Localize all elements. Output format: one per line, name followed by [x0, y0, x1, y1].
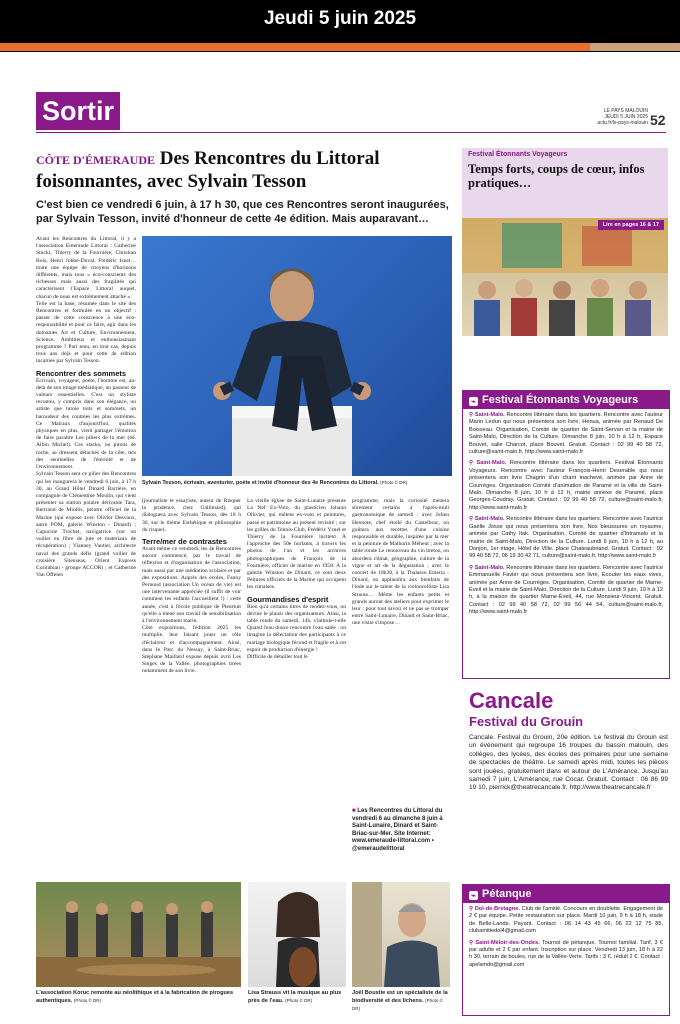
paragraph: programme, mais la curiosité mènera sûrement certains à l'après-midi gastronomique de samedi : avec Julien Hennote, chef étoilé du Castelbrac, on goûtera aux recettes d'une cuisine responsable et durable, inspirée par la mer et la peinture de Mathurin Méheut ; avec la table ronde Le renouveau du vin breton, on abordera climat, géographie, culture de la vigne et art de la dégustation ; avec le concert de 18h30, à la Thalasso Emeria - Dinard, on applaudira aux bienfaits de l'iode sur le talent de la violoncelliste Lisa Strauss… Même les enfants petits et grands auront des ateliers pour exprimer le leur : pour tout savoir et ne pas se tromper entre Saint-Lunaire, Dinard et Saint-Briac, une visite s'impose… [352, 498, 449, 627]
ev-listings [463, 409, 669, 617]
article-column-1 [36, 236, 136, 579]
sidebar-promo [462, 148, 668, 336]
listing-place: Saint-Malo. [474, 516, 505, 523]
ev-box-header [463, 391, 669, 409]
bottom-photo-1-caption [36, 990, 241, 1005]
paragraph: Avant les Rencontres du Littoral, il y a l'association Emeraude Littoral : Catherine Stucki, Thierry de la Fournière, Christian Bois, Henri Jobbé-Duval, Frédéric Isnel… toute une équipe de citoyens d'horizons différents, mais tous « éco-conscients des richesses mais aussi des fragilités qui caractérisent l'Espace Littoral auquel, chacun de nous est extrêmement attaché ». [36, 236, 136, 300]
caption-credit: (Photo © DR) [380, 480, 408, 485]
listing-item [469, 565, 663, 617]
promo-photo [462, 218, 668, 336]
paper-info [596, 108, 648, 126]
caption-text: Joël Boustie est un spécialiste de la biodiversité et des lichens. [352, 990, 448, 1004]
listing-text: Rencontre littéraire dans les quartiers. Rencontre avec l'auteur Marin Ledun qui nous présentera son livre, Henua, animée par Renaud De Boisseau. Organisation, Comité de quartier de Saint-Servan et la mairie de Saint-Malo, Direction de la Culture. Dimanche 8 juin, 10 h à 12 h, Espace Bouvet, salle Charcot, place Bouvet. Gratuit. Contact : 02 99 40 58 72, culture@saint-malo.fr, http://www.saint-malo.fr [469, 412, 663, 456]
page-number: 52 [650, 112, 666, 128]
article-chapo: C'est bien ce vendredi 6 juin, à 17 h 30, que ces Rencontres seront inaugurées, par Sylvain Tesson, invité d'honneur de cette 4e édition. Mais auparavant… [36, 199, 449, 225]
paper-url: actu.fr/le-pays-malouin [597, 120, 648, 126]
caption-credit: (Photo © DR) [352, 998, 443, 1011]
bottom-photo-2 [248, 882, 346, 987]
rss-icon: ⌁ [469, 891, 478, 900]
listing-place: Saint-Méloir-des-Ondes. [475, 939, 540, 946]
petanque-listings [463, 903, 669, 969]
promo-kicker: Festival Étonnants Voyageurs [468, 151, 568, 158]
promo-title: Temps forts, coups de cœur, infos pratiques… [468, 162, 645, 190]
photo-illustration-icon [142, 236, 452, 476]
petanque-box-title: Pétanque [482, 888, 532, 900]
paragraph: Difficile de détailler tout le [247, 654, 308, 661]
audience-photo-icon [462, 218, 668, 336]
listing-item [469, 940, 663, 970]
section-title: Sortir [36, 92, 120, 130]
bottom-photo-3 [352, 882, 450, 987]
ev-listings-box [462, 390, 670, 679]
listing-item [469, 516, 663, 560]
caption-credit: (Photo © DR) [285, 998, 313, 1003]
paragraph: Rien qu'à certains titres de rendez-vous, on devine le plaisir des organisateurs. Ainsi, la table ronde du samedi, 14h, s'intitule-t-elle Quand l'eau douce rencontre l'eau salée : on imagine la délectation des participants à ce mariage biologique fécond et fragile et à cet espoir de production d'énergie ! [247, 603, 346, 653]
cancale-title: Cancale [469, 688, 554, 713]
article-title: Des Rencontres du Littoral foisonnantes, avec Sylvain Tesson [36, 148, 380, 192]
listing-text: Tournoi de pétanque. Tournoi familial. Tarif, 3 € par adulte et 2 € par enfant. Inscription sur place. Vendredi 13 juin, 18 h à 22 h 30, terrain de boules, rue de la Vallée-Verte. Tarifs : 3 €, réduit 2 €. Contact : apelsmdo@gmail.com [469, 939, 664, 968]
listing-item [469, 412, 663, 456]
bottom-photo-2-caption [248, 990, 346, 1005]
ev-box-title: Festival Étonnants Voyageurs [482, 394, 639, 406]
article-headline [36, 148, 451, 192]
listing-place: Saint-Malo. [476, 460, 507, 467]
rss-icon: ⌁ [469, 397, 478, 406]
listing-item [469, 460, 663, 512]
cancale-subtitle: Festival du Grouin [469, 714, 584, 729]
promo-header [462, 148, 668, 218]
info-box-text: Les Rencontres du Littoral du vendredi 6 au dimanche 8 juin à Saint-Lunaire, Dinard et Saint-Briac-sur-Mer. Site Internet: www.emeraude-littoral.com • @emeraudelittoral [352, 808, 443, 852]
paper-name: LE PAYS MALOUIN [603, 108, 648, 114]
main-photo [142, 236, 452, 476]
map-pin-icon: ⚲ [469, 516, 475, 523]
cellist-photo-icon [248, 882, 346, 987]
listing-item [469, 906, 663, 936]
listing-text: Rencontre littéraire dans les quartiers. Rencontre avec l'autrice Emmanuelle Favier qui nous présentera son livre, Écouter les eaux vives, animée par Anne de Courrèges. Organisation, Comité de quartier de Marne-Éveil et la mairie de Saint-Malo, Direction de la Culture. Lundi 9 juin, 10 h à 12 h, à la maison de quartier Marne-Éveil, 44, rue Monsieur-Vincent. Gratuit. Contact : 02 99 40 58 72, 02 99 56 44 54, culture@saint-malo.fr, http://www.saint-malo.fr [469, 564, 664, 616]
bottom-photo-1 [36, 882, 241, 987]
subheading: Gourmandises d'esprit [247, 594, 329, 604]
section-rule [36, 132, 666, 133]
map-pin-icon: ⚲ [469, 412, 475, 418]
paragraph: Écrivain, voyageur, poète, l'homme est, au-delà de son image médiatique, un passeur de valeurs essentielles. C'est un styliste reconnu, y compris dans son élégance, un artiste que tutoie toits et sommets, un baroudeur des contrées les plus extrêmes. Ce Malraux d'aujourd'hui, qualités physiques en plus, vient partager l'émotion de faire paraître Les piliers de la mer (éd. Albin Michel). Ces stacks, ou pitons de roche, se dressent détachés de la côte, tels des sentinelles de l'éternité et de l'environnement. [36, 377, 136, 471]
info-box: ■ Les Rencontres du Littoral du vendredi 6 au dimanche 8 juin à Saint-Lunaire, Dinard et Saint-Briac-sur-Mer. Site Internet: www.emeraude-littoral.com • @emeraudelittoral [352, 808, 443, 852]
caption-text: Lisa Strauss vit la musique au plus près de l'eau. [248, 990, 342, 1004]
header-date: Jeudi 5 juin 2025 [263, 8, 417, 29]
listing-text: Rencontre littéraire dans les quartiers. Rencontre avec l'autrice Gaëlle Josse qui nous présentera son livre, Nos bleussures un royaume, animée par Cathy Itak. Organisation, Comité de quartier d'Intramalo et la mairie de Saint-Malo, Direction de la Culture. Lundi 9 juin, 10 h à 12 h, au Donjon, 1er étage, Hôtel de Ville, place Chateaubriand. Gratuit. Contact : 02 99 40 58 72, 06 19 30 42 71, culture@saint-malo.fr, http://www.saint-malo.fr [469, 516, 664, 560]
paragraph: Telle est la base, résumée dans le site des Rencontres et formulée en un objectif : passer de cette conscience à une éco-responsabilité et pour ce faire, agir dans les domaines Art et Culture, Environnement, Science. Ambitieux et enthousiasmant programme ? Pari tenu, en tout cas, depuis trois ans déjà et pour cette 4e édition incarnée par Sylvain Tesson. [36, 300, 136, 365]
status-bar [0, 0, 680, 52]
reading-progress-bar [0, 43, 590, 51]
paragraph: Sylvain Tesson sera ce pilier des Rencontres qui les inaugurera le vendredi 6 juin, à 17 h 30, au Grand Hôtel Dinard Barrière, en compagnie de Clémentine Moulin, qui vient présenter sa station polaire dérivante Tara, Bertrand de Miollis, peintre officiel de la Marine (qui expose avec Olivier Desvaux, autre POM, galerie Winston - Dinard) ; Capucine Trochet, navigatrice (sur un voilier en fibre de jute et matériaux de récupération) ; Vianney Vautier, architecte naval des grands défis (grand voilier de croisière Silenseas, Orient Express Corinthian - groupe ACCOR) ; et Catherine Van Offelen [36, 471, 136, 579]
petanque-box-header [463, 885, 669, 903]
map-pin-icon: ⚲ [469, 460, 477, 467]
promo-page-tag: Lire en pages 16 & 17 [598, 220, 664, 230]
pirogue-photo-icon [36, 882, 241, 987]
article-kicker: CÔTE D'ÉMERAUDE [36, 153, 156, 167]
paragraph: Côté expositions, l'édition 2025 les multiplie, leur faisant jouer un rôle d'éclaireur et d'accompagnement. Ainsi, dans le Parc du Nessay, à Saint-Briac, Stéphane Maillard expose depuis avril Les Singes de la Vallée, photographies tirées notamment de son livre. [142, 625, 241, 675]
article-column-3 [247, 498, 346, 661]
cancale-text: Cancale. Festival du Grouin, 20e édition. Le festival du Grouin est un événement qui regroupe 16 troupes du bassin malouin, des collèges, des lycées, des écoles des primaires pour une semaine de spectacles de théâtre. Le samedi après midi, toutes les pièces sont jouées, gratuitement dans et autour de L'Amérance. Jusqu'au samedi 7 juin, L'Amérance, rue Cocar. Gratuit. Contact : 06 86 99 19 10, pierrick@theatrecancale.fr, http://www.theatrecancale.fr [469, 734, 668, 792]
listing-text: Club de l'amitié. Concours en doublette. Engagement de 2 € par équipe. Petite restauration sur place. Mardi 10 juin, 9 h à 18 h, stade de Belle-Lande. Payant. Contact : 06 14 43 45 66, 06 22 12 75 85, clubamitiedol4@gmail.com [469, 906, 664, 935]
paper-date: JEUDI 5 JUIN 2025 [604, 114, 648, 120]
caption-text: Sylvain Tesson, écrivain, aventurier, poète et invité d'honneur des 4e Rencontres du Littoral. [142, 480, 379, 486]
listing-place: Dol-de-Bretagne. [474, 906, 520, 912]
bottom-photo-3-caption [352, 990, 450, 1013]
subheading: Terre/mer de contrastes [142, 537, 227, 547]
scientist-photo-icon [352, 882, 450, 987]
listing-place: Saint-Malo. [474, 564, 505, 571]
map-pin-icon: ⚲ [469, 564, 475, 571]
paragraph: (journaliste et essayiste, auteur de Risquer la prudence, chez Gallimard), qui dialoguera avec Sylvain Tesson, dès 18 h 30, sur le thème Esthétique et philosophie du risque). [142, 498, 241, 533]
reading-progress-track [590, 43, 680, 51]
listing-text: Rencontre littéraire dans les quartiers. Festival Étonnants Voyageurs. Rencontre avec l'auteur François-Henri Deserable qui nous présentera son livre Chagrin d'un chant inachevé, animée par Anne de Courrèges. Organisation Comité d'animation de Paramé et la ville de Saint-Malo. Dimanche 8 juin, 10 h à 12 h, mairie annexe de Paramé, place Georges-Coudray. Gratuit. Contact : 02 99 40 58 72, culture@saint-malo.fr, http://www.saint-malo.fr [469, 460, 664, 511]
article-column-4 [352, 498, 449, 628]
paragraph: Avant même ce vendredi, les 4e Rencontres auront commencé, par le travail de réflexion et d'organisation de l'association, mais aussi par une médiation scolaire et par des expositions. Auprès des écoles, Fanny Pernoud (association Un océan de vie) est une intervenante appréciée (il suffit de voir comment les enfants l'accueillent !) : cette année, c'est à l'école publique de Pleurtuit qu'elle a mené son travail de sensibilisation à l'environnement marin. [142, 546, 241, 625]
listing-place: Saint-Malo. [474, 412, 505, 418]
paragraph: La vieille église de Saint-Lunaire présente La Nef Ex-Voto, du plasticien Johann Ollivier, qui mêlent ex-voto et peintures, passé et patrimoine au présent revisité ; sur les grilles du Tennis-Club, Frédéric Ysnel et Thierry de la Fournière incitent À l'approche des 50e hurlants, à travers les photos de l'un et les archives photographiques de François de la Fournière, officier de marine en 1958. À la galerie Winston de Dinard, ce sont deux Peintres officiels de la Marine qui occupent les cimaises. [247, 498, 346, 591]
petanque-box [462, 884, 670, 1016]
caption-text: L'association Koruc remonte au néolithique et à la fabrication de pirogues authentiques. [36, 990, 234, 1004]
map-pin-icon: ⚲ [469, 939, 476, 946]
article-column-2 [142, 498, 241, 676]
subheading: Rencontrer des sommets [36, 368, 127, 378]
main-photo-caption [142, 479, 452, 487]
map-pin-icon: ⚲ [469, 906, 475, 912]
caption-credit: (Photo © DR) [73, 998, 102, 1003]
